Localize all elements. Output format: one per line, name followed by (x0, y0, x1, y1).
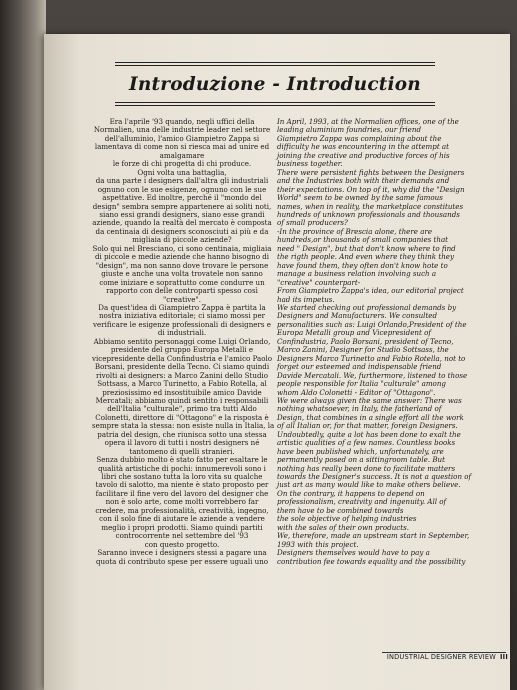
title-rule-bottom (115, 105, 435, 106)
page-title: Introduzione - Introduction (129, 74, 421, 95)
title-rule-top-inner (115, 65, 435, 66)
text-line: siano essi grandi designers, siano esse grandi (99, 209, 265, 219)
text-line: tantomeno di quelli stranieri. (129, 446, 235, 456)
text-line: "creative". (163, 294, 201, 304)
text-line: joining the creative and productive forces of his (277, 150, 450, 160)
text-line: Ogni volta una battaglia, (137, 167, 227, 177)
text-line: the rigth people. And even where they think they (277, 252, 454, 262)
page-footer (360, 653, 508, 661)
italian-column (92, 117, 275, 566)
text-line: We were always given the same answer: There was (277, 395, 462, 405)
text-line: meglio i propri prodotti. Siamo quindi partiti (101, 522, 263, 532)
text-line: Sottsass, a Marco Turinetto, a Fabio Rotella, al (97, 379, 267, 389)
text-line: their expectations. On top of it, why did the "Design (277, 184, 465, 194)
text-line: controcorrente nel settembre del '93 (115, 531, 249, 541)
text-line: towards the Designer's success. It is not a question of (277, 472, 472, 482)
text-line: 1993 with this project. (277, 539, 359, 549)
text-line: manage a business relation involving such a (277, 269, 437, 279)
english-column (277, 117, 472, 566)
text-line: Da quest'idea di Giampietro Zappa è partita la (98, 302, 266, 312)
text-line: "design", ma non sanno dove trovare le persone (95, 260, 269, 270)
text-line: From Giampietro Zappa's idea, our editorial project (277, 286, 464, 296)
text-line: di piccole e medie aziende che hanno bisogno di (94, 252, 270, 262)
text-line: Saranno invece i designers stessi a pagare una (97, 548, 267, 558)
text-line: da centinaia di designers sconosciuti ai più e da (95, 226, 269, 236)
text-line: nothing has really been done to facilitate matters (277, 463, 456, 473)
text-line: names, when in reality, the marketplace constitutes (277, 201, 464, 211)
text-line: tavolo di salotto, ma niente è stato proposto per (95, 480, 269, 490)
text-line: professionalism, creativity and ingenuity. All of (277, 497, 447, 507)
text-line: hundreds,or thousands of small companies that (277, 235, 449, 245)
text-line: Undoubtedly, quite a lot has been done to exalt the (277, 429, 461, 439)
text-line: verificare le esigenze professionali di designers e (93, 319, 271, 329)
text-line: "creative" counterpart- (277, 277, 361, 287)
text-line: nostra iniziativa editoriale; ci siamo mossi per (98, 311, 266, 321)
text-line: need " Design", but that don't know where to find (277, 243, 456, 253)
text-line: leading aluminium foundries, our friend (277, 125, 421, 135)
text-line: lamentava di come non si riesca mai ad unire ed (94, 142, 270, 152)
book-spine (0, 0, 46, 690)
text-line: Era l'aprile '93 quando, negli uffici della (109, 117, 255, 126)
text-line: aziende, quando la realtà del mercato è composta (92, 218, 272, 228)
text-line: forget our esteemed and indispensable friend (277, 362, 442, 372)
text-line: with the sales of their own products. (277, 522, 409, 532)
text-line: them have to be combined towards (277, 505, 404, 515)
text-line: design" sembra sempre appartenere ai soliti noti, (92, 201, 272, 211)
text-line: quota di contributo spese per essere uguali uno (95, 556, 269, 566)
text-line: Mercatali; abbiamo quindi sentito i responsabili (95, 395, 269, 405)
text-line: Solo qui nel Bresciano, ci sono centinaia, migliaia (92, 243, 272, 253)
text-line: con il solo fine di aiutare le aziende a vendere (99, 514, 265, 524)
text-line: contribution fee towards equality and the possibility (277, 556, 466, 566)
text-line: dell'alluminio, l'amico Giampietro Zappa si (104, 133, 260, 143)
text-line: aspettative. Ed inoltre, perché il "mondo del (102, 193, 262, 203)
text-line: permanently posed on a sittingroom table. But (277, 455, 445, 465)
text-line: amalgamare (159, 150, 205, 160)
text-line: Designers themselves would have to pay a (277, 548, 430, 558)
page-number: III (500, 653, 508, 661)
text-line: Borsani, presidente della Tecno. Ci siamo quindi (94, 362, 270, 372)
text-line: had its impetus. (277, 294, 335, 304)
text-line: ognuno con le sue esigenze, ognuno con le sue (97, 184, 267, 194)
text-line: whom Aldo Colonetti - Editor of "Ottagono". (277, 387, 436, 397)
text-line: We started checking out professional demands by (277, 302, 457, 312)
text-line: We, therefore, made an upstream start in September, (277, 531, 470, 541)
text-line: hundreds of unknown professionals and thousands (277, 209, 460, 219)
text-line: Normalien, una delle industrie leader nel settore (93, 125, 271, 135)
text-line: Colonetti, direttore di "Ottagono" e la risposta è (95, 412, 269, 422)
text-line: rapporto con delle controparti spesso così (106, 286, 258, 296)
text-line: Designers Marco Turinetto and Fabio Rotella, not to (277, 353, 466, 363)
text-line: come iniziare e soprattutto come condurre un (99, 277, 265, 287)
text-line: sempre stata la stessa: non esiste nulla in Italia, la (92, 421, 275, 431)
text-line: Davide Mercatali. We, furthermore, listened to those (277, 370, 468, 380)
text-line: le forze di chi progetta di chi produce. (112, 159, 252, 169)
text-line: difficulty he was encountering in the attempt at (277, 142, 450, 152)
text-line: Abbiamo sentito personaggi come Luigi Orlando, (93, 336, 271, 346)
text-line: vicepresidente della Confindustria e l'amico Paolo (92, 353, 273, 363)
text-line: da una parte i designers dall'altra gli industriali (95, 176, 269, 186)
text-line: Giampietro Zappa was complaining about the (277, 133, 442, 143)
text-line: have found them, they often don't know hote to (277, 260, 448, 270)
text-line: qualità artistiche di pochi: innumerevoli sono i (98, 463, 266, 473)
text-line: of all Italian or, for that matter, foreign Designers. (277, 421, 458, 431)
text-line: credere, ma professionalità, creatività, ingegno, (95, 505, 269, 515)
text-line: di industriali. (157, 328, 207, 338)
text-line: business together. (277, 159, 343, 169)
title-rule-top (115, 62, 435, 63)
text-line: opera il lavoro di tutti i nostri designers né (104, 438, 260, 448)
title-rule-bottom-inner (115, 102, 435, 103)
text-line: facilitare il fine vero del lavoro del designer che (95, 488, 269, 498)
text-line: rivolti ai designers: a Marco Zanini dello Studio (95, 370, 269, 380)
text-line: Designers and Manufacturers. We consulted (277, 311, 438, 321)
text-line: just art as many would like to make others believe. (277, 480, 461, 490)
text-line: migliaia di piccole aziende? (132, 235, 232, 245)
text-line: preziosissimo ed insostituibile amico Davide (102, 387, 262, 397)
publication-name: INDUSTRIAL DESIGNER REVIEW (386, 653, 497, 661)
text-line: artistic qualities of a few names. Countless books (277, 438, 456, 448)
text-line: non è solo arte, come molti vorrebbero far (105, 497, 259, 507)
text-line: There were persistent fights between the Designers (277, 167, 465, 177)
text-line: Confindustria, Paolo Borsani, president of Tecno, (277, 336, 454, 346)
text-line: On the contrary, it happens to depend on (277, 488, 425, 498)
text-line: the sole objective of helping industries (277, 514, 417, 524)
text-line: Design, that combines in a single effort all the work (277, 412, 464, 422)
text-line: libri che sostano tutta la loro vita su qualche (101, 472, 263, 482)
text-line: Marco Zanini, Designer for Studio Sottsass, the (277, 345, 449, 355)
text-line: presidente del gruppo Europa Metalli e (110, 345, 254, 355)
text-line: people responsible for Italia "culturale" among (277, 379, 446, 389)
text-line: Europa Metalli group and Vicepresident of (277, 328, 431, 338)
text-line: -In the province of Brescia alone, there are (277, 226, 433, 236)
text-line: In April, 1993, at the Normalien offices, one of the (277, 117, 459, 126)
text-line: have been published which, unfortunately, are (277, 446, 444, 456)
text-line: personalities such as: Luigi Orlando,President of the (277, 319, 467, 329)
text-line: giuste e anche una volta trovatele non sanno (101, 269, 263, 279)
text-line: dell'Italia "culturale", primo tra tutti Aldo (107, 404, 257, 414)
text-line: and the Industries both with their demands and (277, 176, 450, 186)
text-line: patria del design, che riunisca sotto una stessa (97, 429, 267, 439)
text-line: of small producers? (277, 218, 348, 228)
text-line: Senza dubbio molto è stato fatto per esaltare le (96, 455, 268, 465)
text-line: World" seem to be owned by the same famous (277, 193, 443, 203)
text-line: nothing whatsoever, in Italy, the fatherland of (277, 404, 442, 414)
text-line: con questo progetto. (144, 539, 220, 549)
